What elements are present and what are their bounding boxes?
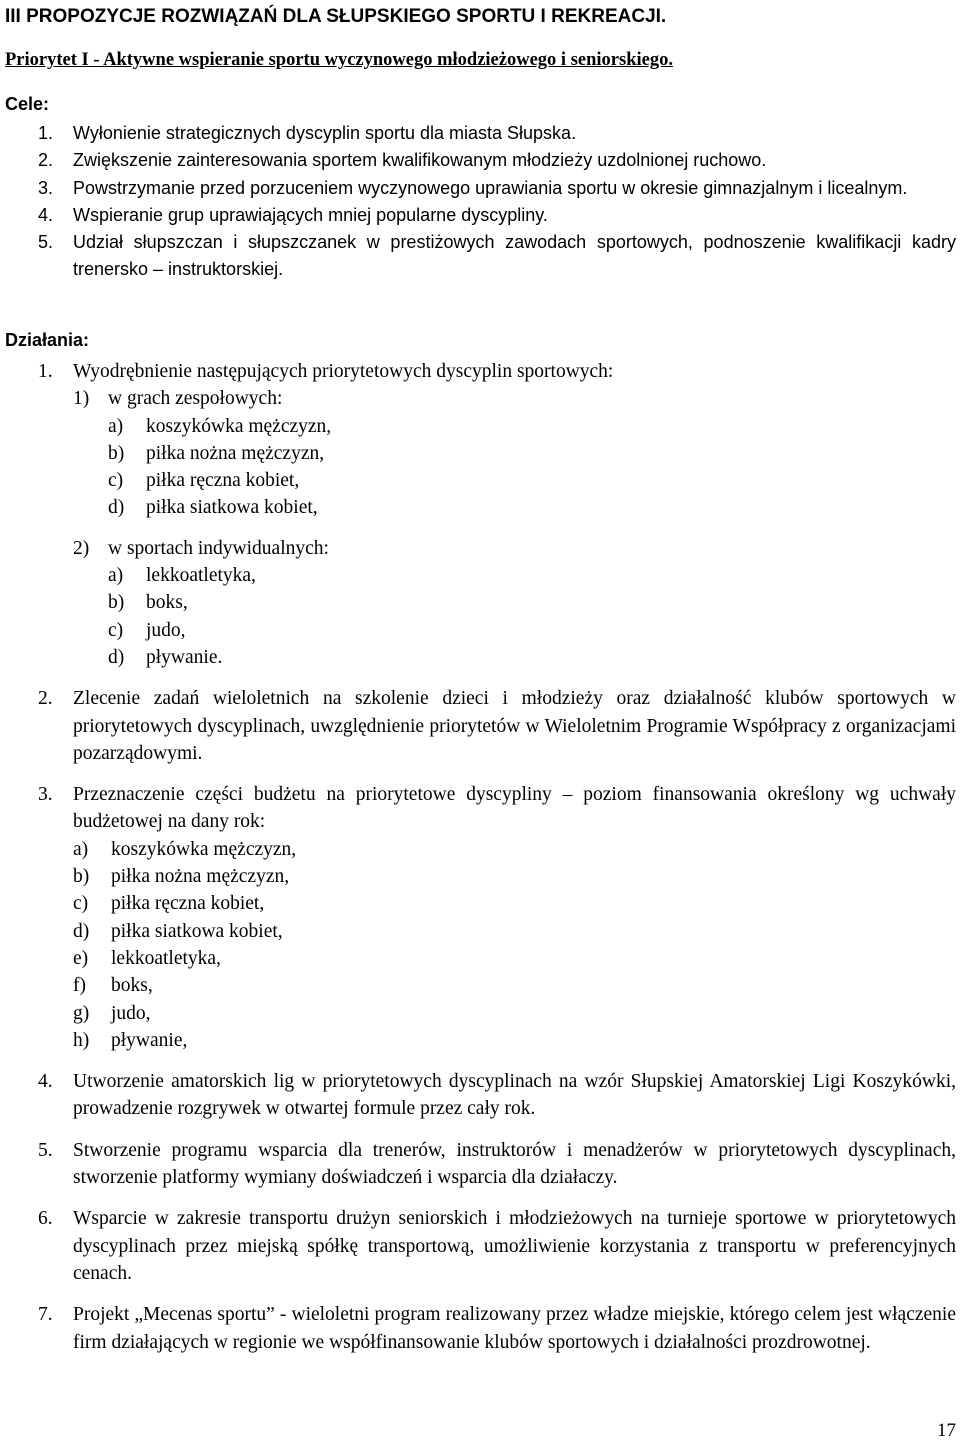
goals-list — [38, 120, 956, 284]
goal-item — [38, 147, 956, 174]
list-item — [73, 945, 956, 972]
list-item — [73, 1027, 956, 1054]
list-item — [108, 562, 956, 589]
item-letter: d) — [73, 920, 90, 942]
actions-list — [38, 358, 956, 1356]
goal-number: 4. — [38, 204, 54, 225]
action-text: Zlecenie zadań wieloletnich na szkolenie dzieci i młodzieży oraz działalność klubów sportowych w priorytetowych dyscyplinach, uwzględnienie priorytetów w Wieloletnim Programie Współpracy z organizacjami pozarządowymi. — [73, 688, 956, 764]
action-text: Projekt „Mecenas sportu” - wieloletni program realizowany przez władze miejskie, którego celem jest włączenie firm działających w regionie we współfinansowanie klubów sportowych i działalności prozdrowotnej. — [73, 1304, 956, 1353]
item-letter: b) — [108, 442, 125, 464]
budget-discipline-list — [73, 836, 956, 1054]
item-letter: c) — [73, 893, 89, 915]
page-number: 17 — [937, 1420, 956, 1441]
item-text: piłka nożna mężczyzn, — [111, 866, 290, 888]
list-item — [108, 494, 956, 521]
goal-number: 1. — [38, 123, 54, 143]
action-number: 4. — [38, 1071, 53, 1093]
goal-text: Udział słupszczan i słupszczanek w prestiżowych zawodach sportowych, podnoszenie kwalifikacji kadry trenersko – instruktorskiej. — [73, 232, 956, 280]
item-letter: c) — [108, 470, 124, 492]
item-letter: e) — [73, 947, 89, 969]
group-title: w sportach indywidualnych: — [108, 537, 329, 559]
goals-label: Cele: — [5, 94, 50, 114]
item-letter: d) — [108, 646, 125, 668]
action-number: 2. — [38, 688, 53, 710]
goal-item — [38, 202, 956, 229]
item-text: pływanie. — [146, 646, 223, 668]
action-item — [38, 685, 956, 767]
goal-text: Wyłonienie strategicznych dyscyplin sportu dla miasta Słupska. — [73, 123, 577, 143]
action-item — [38, 358, 956, 671]
list-item — [108, 413, 956, 440]
item-text: judo, — [146, 619, 186, 641]
item-text: piłka siatkowa kobiet, — [146, 497, 318, 519]
section-heading: III PROPOZYCJE ROZWIĄZAŃ DLA SŁUPSKIEGO SPORTU I REKREACJI. — [5, 6, 667, 27]
action-number: 5. — [38, 1139, 53, 1161]
item-text: piłka ręczna kobiet, — [146, 470, 300, 492]
list-item — [73, 972, 956, 999]
action-text: Stworzenie programu wsparcia dla trenerów, instruktorów i menadżerów w priorytetowych dyscyplinach, stworzenie platformy wymiany doświadczeń i wsparcia dla działaczy. — [73, 1139, 956, 1189]
item-letter: a) — [108, 415, 124, 437]
action-number: 7. — [38, 1304, 53, 1326]
action-item — [38, 1205, 956, 1287]
item-text: lekkoatletyka, — [111, 947, 221, 969]
item-letter: a) — [108, 565, 124, 587]
item-text: piłka nożna mężczyzn, — [146, 442, 325, 464]
list-item — [108, 589, 956, 616]
goal-number: 5. — [38, 232, 54, 253]
item-text: lekkoatletyka, — [146, 565, 256, 587]
group-title: w grach zespołowych: — [108, 388, 283, 410]
item-letter: d) — [108, 497, 125, 519]
discipline-list — [73, 562, 956, 671]
action-item — [38, 1068, 956, 1123]
item-letter: b) — [73, 866, 90, 888]
item-text: koszykówka mężczyzn, — [146, 415, 332, 437]
item-text: koszykówka mężczyzn, — [111, 838, 297, 860]
item-letter: f) — [73, 975, 86, 997]
item-letter: h) — [73, 1029, 90, 1051]
list-item — [108, 440, 956, 467]
action-item — [38, 1301, 956, 1356]
action-number: 3. — [38, 784, 53, 806]
action-number: 1. — [38, 361, 53, 382]
item-letter: c) — [108, 619, 124, 641]
goal-text: Wspieranie grup uprawiających mniej popularne dyscypliny. — [73, 204, 548, 225]
goal-number: 2. — [38, 150, 54, 171]
group-number: 2) — [73, 537, 90, 559]
item-text: boks, — [111, 975, 153, 997]
actions-label: Działania: — [5, 330, 90, 350]
list-item — [108, 467, 956, 494]
item-text: boks, — [146, 592, 188, 614]
list-item — [108, 644, 956, 671]
list-item — [73, 918, 956, 945]
action-text: Wyodrębnienie następujących priorytetowych dyscyplin sportowych: — [73, 361, 614, 382]
action-text: Wsparcie w zakresie transportu drużyn seniorskich i młodzieżowych na turnieje sportowe w priorytetowych dyscyplinach przez miejską spółkę transportową, umożliwienie korzystania z transportu w preferencyjnych cenach. — [73, 1208, 956, 1284]
goal-text: Powstrzymanie przed porzuceniem wyczynowego uprawiania sportu w okresie gimnazjalnym i licealnym. — [73, 177, 908, 198]
action-item — [38, 781, 956, 1054]
goal-text: Zwiększenie zainteresowania sportem kwalifikowanym młodzieży uzdolnionej ruchowo. — [73, 150, 767, 171]
list-item — [73, 836, 956, 863]
item-letter: g) — [73, 1002, 90, 1024]
goal-item — [38, 120, 956, 147]
discipline-group — [73, 535, 956, 562]
item-text: pływanie, — [111, 1029, 188, 1051]
goal-item — [38, 175, 956, 202]
item-letter: a) — [73, 838, 89, 860]
item-text: piłka ręczna kobiet, — [111, 893, 265, 915]
discipline-group — [73, 385, 956, 412]
action-number: 6. — [38, 1208, 53, 1230]
action-item — [38, 1137, 956, 1192]
item-text: piłka siatkowa kobiet, — [111, 920, 283, 942]
action-text: Przeznaczenie części budżetu na priorytetowe dyscypliny – poziom finansowania określony wg uchwały budżetowej na dany rok: — [73, 784, 956, 833]
list-item — [73, 890, 956, 917]
goal-item — [38, 229, 956, 284]
priority-title: Priorytet I - Aktywne wspieranie sportu wyczynowego młodzieżowego i seniorskiego. — [5, 50, 673, 70]
item-text: judo, — [111, 1002, 151, 1024]
goal-number: 3. — [38, 177, 54, 198]
discipline-list — [73, 413, 956, 522]
list-item — [73, 1000, 956, 1027]
list-item — [108, 617, 956, 644]
group-number: 1) — [73, 388, 90, 410]
action-text: Utworzenie amatorskich lig w priorytetowych dyscyplinach na wzór Słupskiej Amatorskiej Ligi Koszykówki, prowadzenie rozgrywek w otwartej formule przez cały rok. — [73, 1071, 956, 1120]
list-item — [73, 863, 956, 890]
item-letter: b) — [108, 592, 125, 614]
